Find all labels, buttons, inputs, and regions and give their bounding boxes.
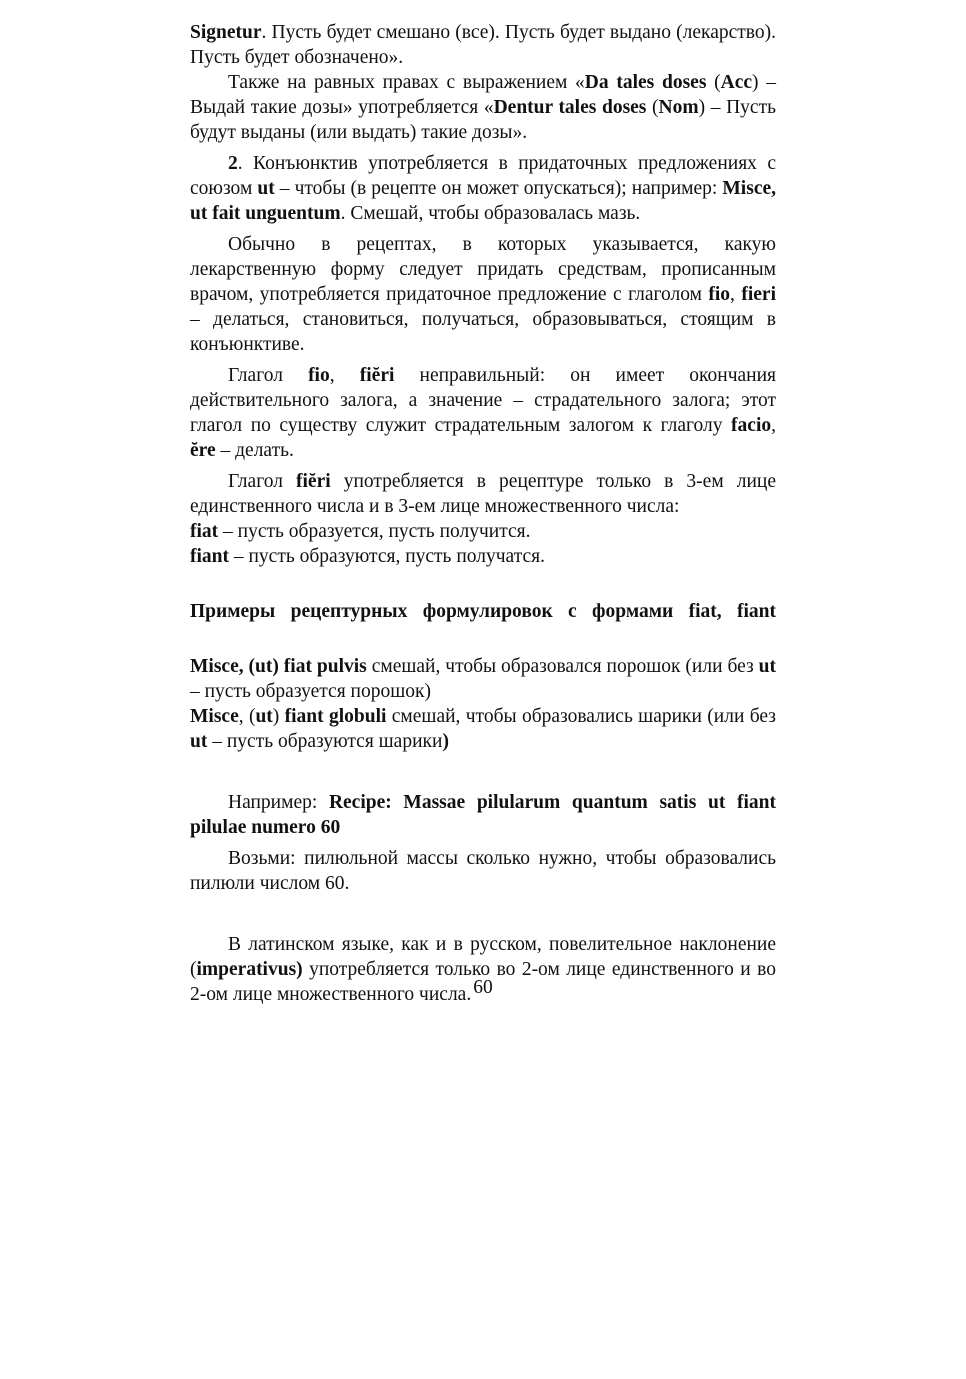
bold-term: 2	[228, 153, 238, 174]
bold-term: Acc	[720, 72, 753, 93]
text-run: Возьми: пилюльной массы сколько нужно, чтобы образовались пилюли числом 60.	[190, 848, 776, 894]
bold-term: fiĕri	[359, 365, 395, 386]
bold-term: ut	[190, 731, 208, 752]
bold-term: )	[442, 731, 449, 752]
text-run: Также на равных правах с выражением «	[228, 72, 585, 93]
paragraph-da-tales-doses	[190, 70, 776, 145]
text-run: смешай, чтобы образовался порошок (или без	[366, 656, 759, 677]
bold-term: fiĕri	[296, 471, 331, 492]
bold-term: ut	[758, 656, 776, 677]
text-run: употребляется в рецептуре только в 3-ем лице единственного числа и в 3-ем лице множественного числа:	[190, 471, 776, 517]
text-run: (	[646, 97, 659, 118]
text-run: . Пусть будет смешано (все). Пусть будет выдано (лекарство). Пусть будет обозначено».	[190, 22, 776, 68]
text-run: ,	[329, 365, 360, 386]
bold-term: fiat	[190, 521, 219, 542]
paragraph-conjunctive	[190, 151, 776, 226]
text-run: – пусть образуется, пусть получится.	[218, 521, 531, 542]
definition-fiat	[190, 519, 776, 544]
bold-term: Da tales doses	[584, 72, 707, 93]
text-run: ) – Выдай такие дозы» употребляется «	[190, 72, 776, 118]
bold-term: facio	[731, 415, 772, 436]
text-run: – пусть образуется порошок)	[190, 681, 431, 702]
text-run: . Смешай, чтобы образовалась мазь.	[340, 203, 641, 224]
bold-term: Dentur tales doses	[493, 97, 647, 118]
text-run: – пусть образуются, пусть получатся.	[229, 546, 545, 567]
bold-term: fiant globuli	[284, 706, 387, 727]
text-run: – пусть образуются шарики	[207, 731, 443, 752]
text-run: (	[706, 72, 721, 93]
paragraph-recipe-forms	[190, 232, 776, 357]
text-run: – делать.	[215, 440, 294, 461]
bold-term: imperativus)	[196, 959, 303, 980]
bold-term: Nom	[658, 97, 699, 118]
bold-term: Misce, (ut) fiat pulvis	[190, 656, 367, 677]
bold-term: Signetur	[190, 22, 262, 43]
bold-term: Misce	[190, 706, 239, 727]
text-run: Глагол	[228, 365, 309, 386]
example-fiant-globuli	[190, 704, 776, 754]
bold-term: ut	[257, 178, 275, 199]
text-run: ,	[771, 415, 776, 436]
example-recipe	[190, 790, 776, 840]
text-run: Глагол	[228, 471, 296, 492]
bold-term: fio	[708, 284, 731, 305]
text-run: )	[272, 706, 285, 727]
text-run: Обычно в рецептах, в которых указывается, какую лекарственную форму следует придать средствам, прописанным врачом, употребляется придаточное предложение с глаголом	[190, 234, 776, 305]
bold-term: Recipe: Massae pilularum quantum satis ut fiant pilulae numero 60	[190, 792, 776, 838]
text-run: , (	[238, 706, 256, 727]
bold-term: Примеры рецептурных формулировок с формами fiat, fiant	[190, 601, 776, 622]
page-number: 60	[473, 977, 493, 998]
text-run: смешай, чтобы образовались шарики (или без	[386, 706, 776, 727]
text-run: – делаться, становиться, получаться, образовываться, стоящим в конъюнктиве.	[190, 309, 776, 355]
text-run: ) – Пусть будут выданы (или выдать) такие дозы».	[190, 97, 777, 143]
text-run: В латинском языке, как и в русском, повелительное наклонение (	[190, 934, 776, 980]
text-run: . Конъюнктив употребляется в придаточных предложениях с союзом	[190, 153, 776, 199]
bold-term: ut	[255, 706, 273, 727]
text-run: – чтобы (в рецепте он может опускаться); например:	[274, 178, 723, 199]
text-run: употребляется только во 2-ом лице единственного и во 2-ом лице множественного числа.	[190, 959, 776, 1005]
paragraph-verb-fio	[190, 363, 776, 463]
bold-term: fiant	[190, 546, 229, 567]
paragraph-signetur	[190, 20, 776, 70]
text-run: неправильный: он имеет окончания действительного залога, а значение – страдательного залога; этот глагол по существу служит страдательным залогом к глаголу	[190, 365, 777, 436]
body-text	[190, 20, 776, 1007]
bold-term: ĕre	[190, 440, 216, 461]
bold-term: fio	[308, 365, 330, 386]
example-fiat-pulvis	[190, 654, 776, 704]
bold-term: Misce, ut fait unguentum	[190, 178, 777, 224]
definition-fiant	[190, 544, 776, 569]
paragraph-verb-fieri-usage	[190, 469, 776, 519]
example-recipe-translation	[190, 846, 776, 896]
text-run: Например:	[228, 792, 329, 813]
section-heading	[190, 599, 776, 624]
text-run: ,	[730, 284, 742, 305]
bold-term: fieri	[741, 284, 776, 305]
